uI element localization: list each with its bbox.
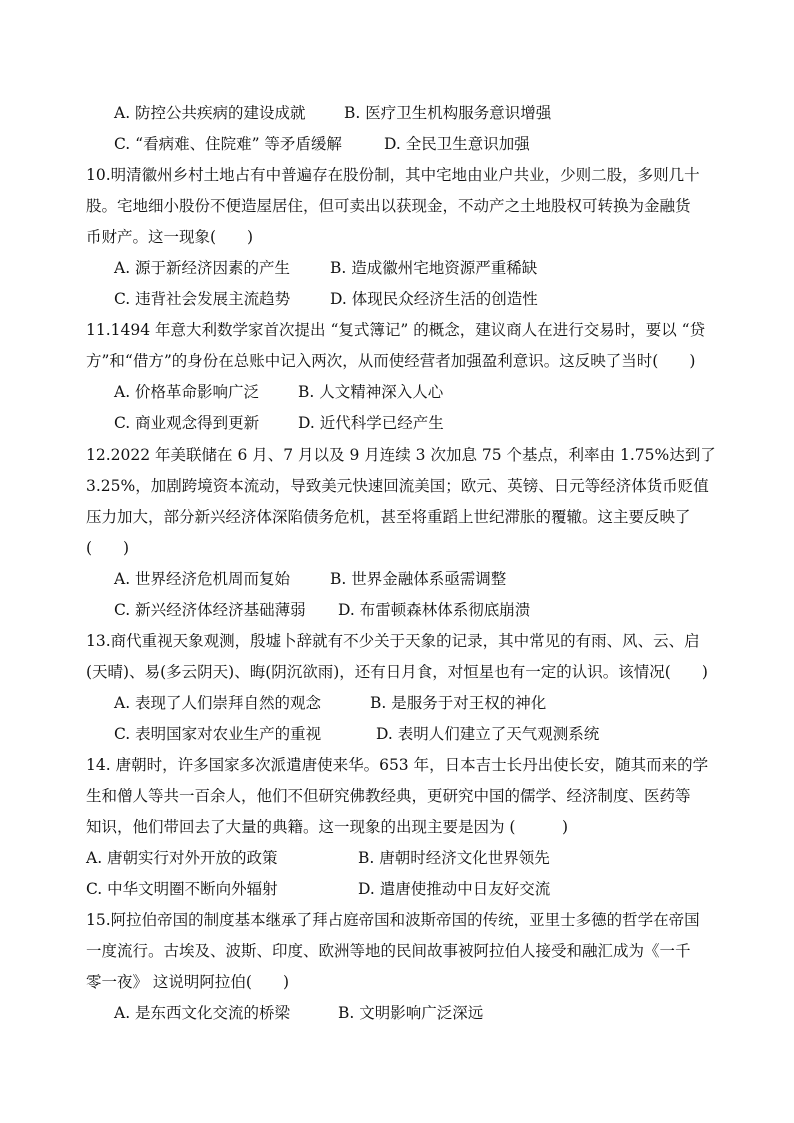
q13-option-d: D. 表明人们建立了天气观测系统 — [376, 725, 600, 743]
q11-option-c: C. 商业观念得到更新 — [114, 414, 260, 432]
q14-option-b: B. 唐朝时经济文化世界领先 — [358, 849, 550, 867]
q13-option-b: B. 是服务于对王权的神化 — [370, 694, 547, 712]
q9-option-b: B. 医疗卫生机构服务意识增强 — [344, 104, 552, 122]
q12-option-b: B. 世界金融体系亟需调整 — [330, 570, 507, 588]
q13-option-a: A. 表现了人们崇拜自然的观念 — [114, 694, 322, 712]
q14-stem-line-3: 知识，他们带回去了大量的典籍。这一现象的出现主要是因为 ( ) — [86, 818, 569, 836]
q11-stem-line-2: 方”和“借方”的身份在总账中记入两次，从而使经营者加强盈利意识。这反映了当时( ) — [86, 352, 696, 370]
q10-option-b: B. 造成徽州宅地资源严重稀缺 — [330, 259, 538, 277]
q12-option-d: D. 布雷顿森林体系彻底崩溃 — [338, 601, 531, 619]
q9-option-c: C. “看病难、住院难” 等矛盾缓解 — [114, 135, 342, 153]
q12-option-c: C. 新兴经济体经济基础薄弱 — [114, 601, 306, 619]
q15-stem-line-3: 零一夜》 这说明阿拉伯( ) — [86, 973, 290, 991]
q11-stem-line-1: 11.1494 年意大利数学家首次提出 “复式簿记” 的概念，建议商人在进行交易时，要以 “贷 — [86, 321, 706, 339]
q10-stem-line-2: 股。宅地细小股份不便造屋居住，但可卖出以获现金，不动产之土地股权可转换为金融货 — [86, 197, 691, 215]
q9-option-d: D. 全民卫生意识加强 — [384, 135, 530, 153]
q13-stem-line-1: 13.商代重视天象观测，殷墟卜辞就有不少关于天象的记录，其中常见的有雨、风、云、启 — [86, 632, 700, 650]
q13-option-c: C. 表明国家对农业生产的重视 — [114, 725, 322, 743]
q12-stem-line-4: ( ) — [86, 539, 130, 557]
q15-option-b: B. 文明影响广泛深远 — [338, 1004, 484, 1022]
q15-option-a: A. 是东西文化交流的桥梁 — [114, 1004, 291, 1022]
q11-option-b: B. 人文精神深入人心 — [298, 383, 444, 401]
q15-stem-line-1: 15.阿拉伯帝国的制度基本继承了拜占庭帝国和波斯帝国的传统，亚里士多德的哲学在帝国 — [86, 911, 700, 929]
q10-option-c: C. 违背社会发展主流趋势 — [114, 290, 291, 308]
q12-option-a: A. 世界经济危机周而复始 — [114, 570, 291, 588]
q10-stem-line-1: 10.明清徽州乡村土地占有中普遍存在股份制，其中宅地由业户共业，少则二股，多则几十 — [86, 166, 700, 184]
q9-option-a: A. 防控公共疾病的建设成就 — [114, 104, 306, 122]
q12-stem-line-1: 12.2022 年美联储在 6 月、7 月以及 9 月连续 3 次加息 75 个基点，利率由 1.75%达到了 — [86, 446, 716, 464]
q14-stem-line-2: 生和僧人等共一百余人，他们不但研究佛教经典，更研究中国的儒学、经济制度、医药等 — [86, 787, 691, 805]
q11-option-a: A. 价格革命影响广泛 — [114, 383, 260, 401]
q14-option-a: A. 唐朝实行对外开放的政策 — [86, 849, 278, 867]
q14-option-c: C. 中华文明圈不断向外辐射 — [86, 880, 278, 898]
q13-stem-line-2: (天晴)、易(多云阴天)、晦(阴沉欲雨)，还有日月食，对恒星也有一定的认识。该情况( ) — [86, 663, 708, 681]
q14-stem-line-1: 14. 唐朝时，许多国家多次派遣唐使来华。653 年，日本吉士长丹出使长安，随其而来的学 — [86, 756, 709, 774]
q12-stem-line-3: 压力加大，部分新兴经济体深陷债务危机，甚至将重蹈上世纪滞胀的覆辙。这主要反映了 — [86, 508, 691, 526]
q15-stem-line-2: 一度流行。古埃及、波斯、印度、欧洲等地的民间故事被阿拉伯人接受和融汇成为《一千 — [86, 942, 691, 960]
q10-option-a: A. 源于新经济因素的产生 — [114, 259, 291, 277]
q14-option-d: D. 遣唐使推动中日友好交流 — [358, 880, 551, 898]
q11-option-d: D. 近代科学已经产生 — [298, 414, 444, 432]
q10-option-d: D. 体现民众经济生活的创造性 — [330, 290, 538, 308]
q12-stem-line-2: 3.25%，加剧跨境资本流动，导致美元快速回流美国；欧元、英镑、日元等经济体货币贬值 — [86, 477, 709, 495]
q10-stem-line-3: 币财产。这一现象( ) — [86, 228, 254, 246]
